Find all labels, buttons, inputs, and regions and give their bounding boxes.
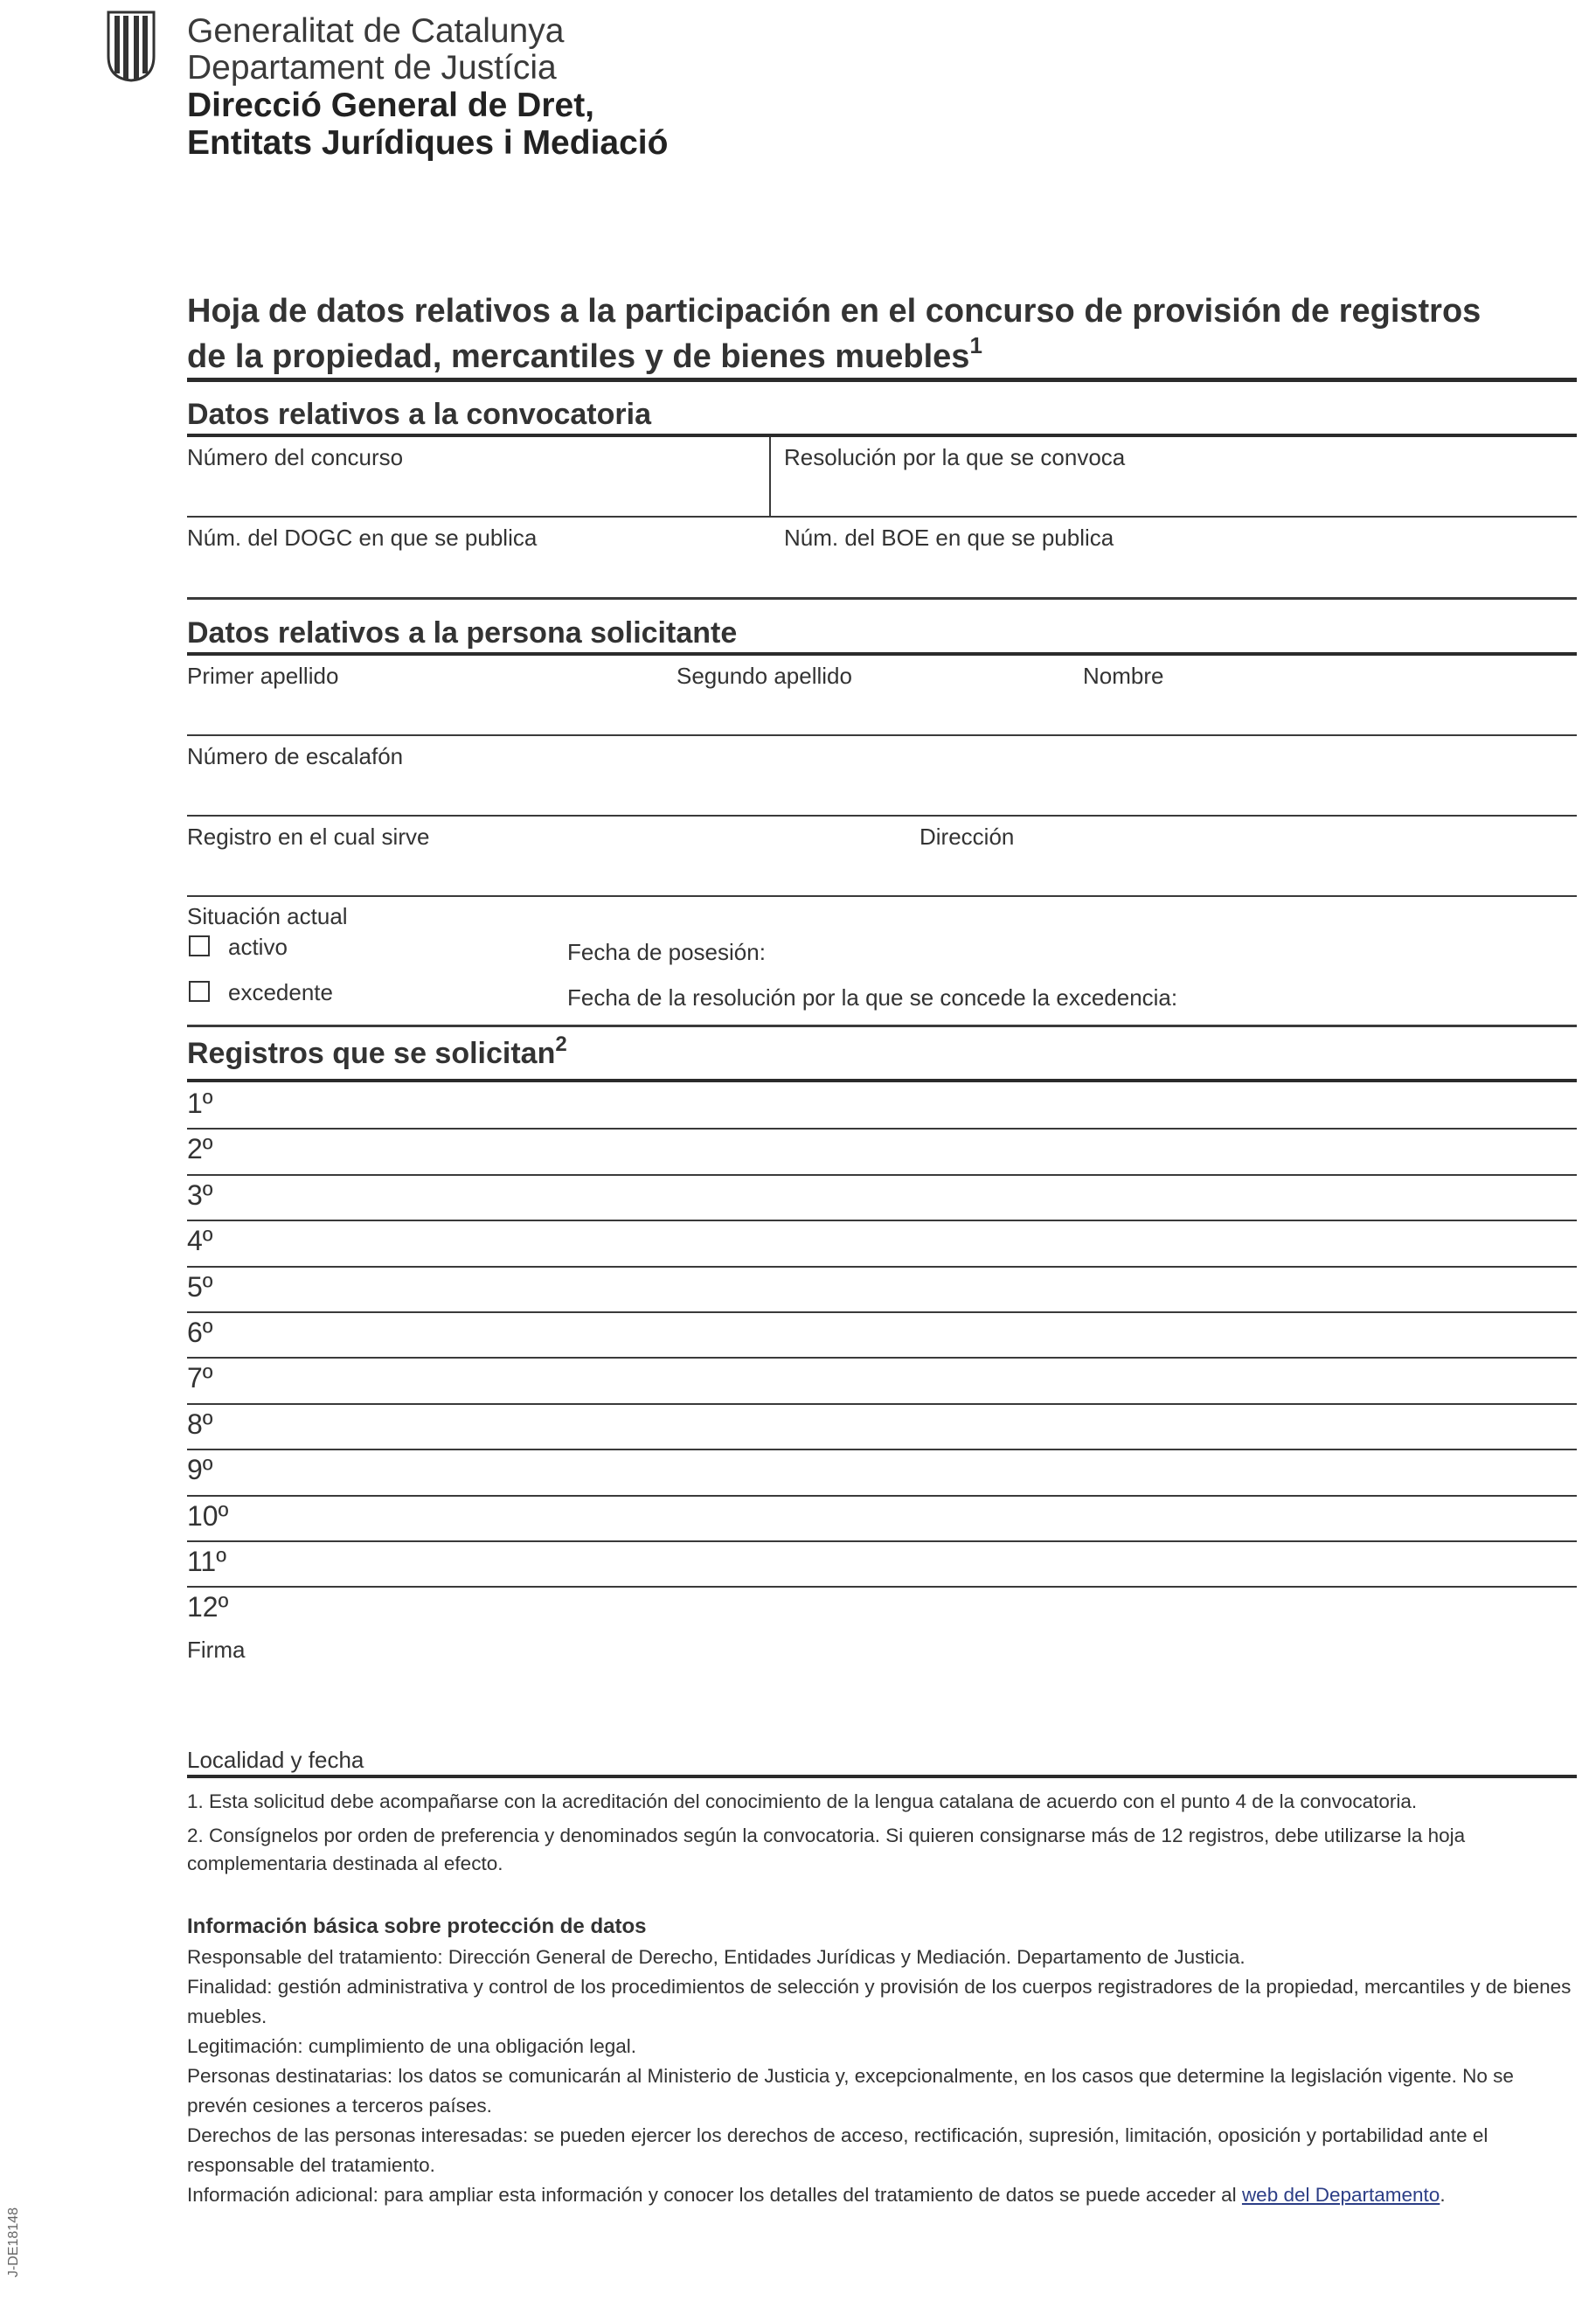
- footnote-ref-2: 2: [555, 1032, 567, 1056]
- registro-field[interactable]: [294, 1452, 1570, 1491]
- registro-row-rule: [187, 1266, 1577, 1268]
- registro-field[interactable]: [294, 1269, 1570, 1308]
- fecha-posesion-label: Fecha de posesión:: [567, 939, 766, 965]
- nombre-field[interactable]: [187, 734, 1577, 736]
- info-finalidad: Finalidad: gestión administrativa y control de los procedimientos de selección y provisión de los cuerpos registradores de la propiedad, mercantiles y de bienes muebles.: [187, 1976, 1572, 2027]
- registro-field[interactable]: [294, 1315, 1570, 1353]
- situacion-actual-label: Situación actual: [187, 903, 348, 929]
- section-registros-rule: [187, 1079, 1577, 1082]
- fecha-resolucion-label: Fecha de la resolución por la que se concede la excedencia:: [567, 984, 1178, 1011]
- info-adicional-end: .: [1440, 2184, 1446, 2206]
- registro-field[interactable]: [294, 1360, 1570, 1399]
- registro-row-rule: [187, 1220, 1577, 1221]
- num-dogc-label: Núm. del DOGC en que se publica: [187, 525, 538, 551]
- registro-row-rule: [187, 1495, 1577, 1497]
- registro-number: 4º: [187, 1225, 213, 1257]
- numero-concurso-label: Número del concurso: [187, 444, 404, 470]
- header-departament: Departament de Justícia: [187, 49, 557, 87]
- registro-field[interactable]: [294, 1131, 1570, 1170]
- nombre-label: Nombre: [1083, 663, 1164, 689]
- registro-row-rule: [187, 1128, 1577, 1130]
- footnote-2: 2. Consígnelos por orden de preferencia y denominados según la convocatoria. Si quieren consignarse más de 12 registros, debe utilizarse la hoja complementaria destinada al efecto.: [187, 1825, 1466, 1874]
- registro-field[interactable]: [294, 1589, 1570, 1628]
- data-protection-heading: Información básica sobre protección de datos: [187, 1915, 647, 1938]
- catalan-senyera-logo-icon: [107, 10, 156, 82]
- registro-row-rule: [187, 1449, 1577, 1450]
- registro-field[interactable]: [294, 1178, 1570, 1216]
- primer-apellido-label: Primer apellido: [187, 663, 339, 689]
- registro-row-rule: [187, 1540, 1577, 1542]
- firma-label: Firma: [187, 1637, 246, 1663]
- web-departamento-link[interactable]: web del Departamento: [1241, 2184, 1440, 2206]
- registro-sirve-label: Registro en el cual sirve: [187, 824, 430, 850]
- registro-number: 8º: [187, 1408, 213, 1440]
- footnote-1: 1. Esta solicitud debe acompañarse con la acreditación del conocimiento de la lengua catalana de acuerdo con el punto 4 de la convocatoria.: [187, 1790, 1418, 1812]
- activo-checkbox[interactable]: [189, 935, 210, 956]
- section-convocatoria-rule: [187, 434, 1577, 437]
- num-boe-label: Núm. del BOE en que se publica: [784, 525, 1114, 551]
- header-direccio: Direcció General de Dret,: [187, 87, 595, 124]
- activo-label: activo: [228, 934, 288, 960]
- registro-row-rule: [187, 1174, 1577, 1176]
- registro-row-rule: [187, 1403, 1577, 1405]
- title-rule: [187, 378, 1577, 382]
- info-derechos: Derechos de las personas interesadas: se pueden ejercer los derechos de acceso, rectificación, supresión, limitación, oposición y portabilidad ante el responsable del tratamiento.: [187, 2124, 1488, 2176]
- registro-number: 10º: [187, 1499, 229, 1532]
- registro-field[interactable]: [294, 1498, 1570, 1537]
- registro-row-rule: [187, 1357, 1577, 1359]
- registro-field[interactable]: [294, 1086, 1570, 1124]
- direccion-label: Dirección: [919, 824, 1015, 850]
- escalafon-label: Número de escalafón: [187, 743, 404, 769]
- localidad-fecha-rule: [187, 1775, 1577, 1778]
- info-responsable: Responsable del tratamiento: Dirección General de Derecho, Entidades Jurídicas y Mediación. Departamento de Justicia.: [187, 1946, 1246, 1968]
- data-protection-info: [187, 1943, 1579, 2210]
- info-adicional: [187, 2180, 1579, 2210]
- info-legitimacion: Legitimación: cumplimiento de una obligación legal.: [187, 2035, 637, 2057]
- registro-number: 3º: [187, 1178, 213, 1211]
- registro-field[interactable]: [294, 1223, 1570, 1262]
- numero-concurso-field[interactable]: [187, 516, 1577, 518]
- page-title-line2: de la propiedad, mercantiles y de bienes muebles: [187, 338, 970, 375]
- section-solicitante-rule: [187, 652, 1577, 656]
- document-code: [0, 2203, 28, 2282]
- registro-number: 7º: [187, 1362, 213, 1394]
- info-destinatarias: Personas destinatarias: los datos se comunicarán al Ministerio de Justicia y, excepcionalmente, en los casos que determine la legislación vigente. No se prevén cesiones a terceros países.: [187, 2065, 1514, 2117]
- section-convocatoria-heading: Datos relativos a la convocatoria: [187, 398, 651, 431]
- section-solicitante-heading: Datos relativos a la persona solicitante: [187, 616, 738, 650]
- registro-number: 5º: [187, 1270, 213, 1303]
- excedente-checkbox[interactable]: [189, 981, 210, 1002]
- page-title-line1: Hoja de datos relativos a la participación en el concurso de provisión de registros: [187, 293, 1482, 330]
- registro-field[interactable]: [294, 1544, 1570, 1582]
- escalafon-field[interactable]: [187, 815, 1577, 817]
- section-registros-heading: [187, 1032, 567, 1071]
- excedente-label: excedente: [228, 979, 333, 1005]
- page-title-line2-wrap: [187, 334, 1586, 379]
- resolucion-label: Resolución por la que se convoca: [784, 444, 1126, 470]
- segundo-apellido-label: Segundo apellido: [677, 663, 852, 689]
- num-dogc-field[interactable]: [187, 597, 1577, 600]
- situacion-rule: [187, 1025, 1577, 1027]
- info-adicional-text: Información adicional: para ampliar esta información y conocer los detalles del tratamiento de datos se puede acceder al: [187, 2184, 1242, 2206]
- registro-number: 2º: [187, 1133, 213, 1165]
- registro-row-rule: [187, 1586, 1577, 1588]
- registros-heading-text: Registros que se solicitan: [187, 1037, 556, 1070]
- header-generalitat: Generalitat de Catalunya: [187, 12, 565, 50]
- header-entitats: Entitats Jurídiques i Mediació: [187, 124, 669, 162]
- direccion-field[interactable]: [570, 895, 1577, 897]
- footnote-ref-1: 1: [969, 332, 982, 358]
- localidad-fecha-label: Localidad y fecha: [187, 1747, 364, 1773]
- registro-row-rule: [187, 1311, 1577, 1313]
- convocatoria-divider: [769, 437, 771, 518]
- registro-number: 1º: [187, 1088, 213, 1119]
- registro-field[interactable]: [294, 1407, 1570, 1445]
- registro-number: 6º: [187, 1317, 213, 1348]
- document-code-text: J-DE18148: [6, 2207, 21, 2278]
- registro-number: 12º: [187, 1591, 229, 1623]
- page-title: [187, 288, 1586, 379]
- registro-number: 9º: [187, 1454, 213, 1486]
- registro-number: 11º: [187, 1546, 226, 1577]
